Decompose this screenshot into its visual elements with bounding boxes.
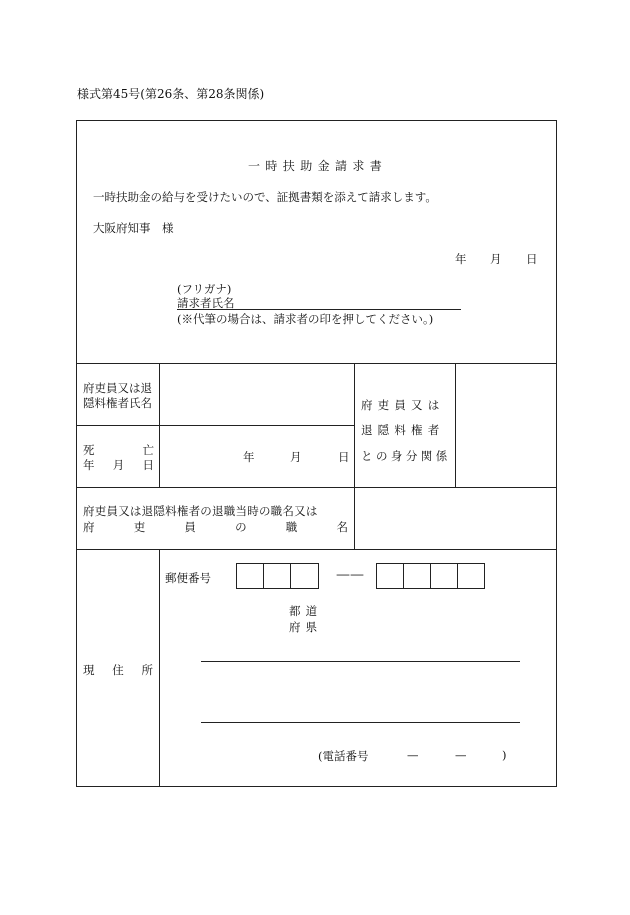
date-month: 月 [490,252,502,266]
form-number: 様式第45号(第26条、第28条関係) [77,87,265,101]
postal-digit[interactable] [263,563,290,589]
postal-digit[interactable] [430,563,457,589]
postal-digit[interactable] [236,563,263,589]
address-line-1[interactable] [201,661,520,662]
date-day: 日 [526,252,538,266]
applicant-name-label: 請求者氏名 [177,296,235,310]
employee-name-label-1: 府吏員又は退 [83,381,152,395]
form-title: 一時扶助金請求書 [248,159,388,173]
address-line-2[interactable] [201,722,520,723]
address-label: 現 住 所 [83,663,153,677]
relation-label-2: 退隠料権者 [361,423,445,437]
applicant-name-line [177,309,461,310]
intro-text: 一時扶助金の給与を受けたいので、証拠書類を添えて請求します。 [93,190,437,204]
proxy-note: (※代筆の場合は、請求者の印を押してください。) [177,312,434,326]
prefecture-label-1: 都道 [289,604,323,618]
date-year: 年 [455,252,467,266]
postal-digit[interactable] [376,563,403,589]
death-month: 月 [290,450,302,464]
postal-digit[interactable] [290,563,319,589]
prefecture-label-2: 府県 [289,620,323,634]
postal-digit[interactable] [457,563,485,589]
death-day: 日 [338,450,350,464]
furigana-label: (フリガナ) [177,282,232,296]
phone-label: (電話番号 [318,749,369,763]
postal-code-label: 郵便番号 [165,571,211,585]
postal-dash: —— [336,567,364,583]
relation-label-1: 府吏員又は [361,398,445,412]
position-label-2: 府 吏 員 の 職 名 [83,520,348,534]
death-label-1: 死 亡 [83,443,154,457]
death-year: 年 [243,450,255,464]
phone-close: ) [502,748,507,762]
addressee: 大阪府知事 様 [93,221,174,235]
phone-dash-1: — [407,748,419,762]
relation-label-3: との身分関係 [361,449,451,463]
death-label-2: 年 月 日 [83,458,154,472]
employee-name-label-2: 隠料権者氏名 [83,396,152,410]
postal-digit[interactable] [403,563,430,589]
position-label-1: 府吏員又は退隠料権者の退職当時の職名又は [83,504,318,518]
phone-dash-2: — [455,748,467,762]
